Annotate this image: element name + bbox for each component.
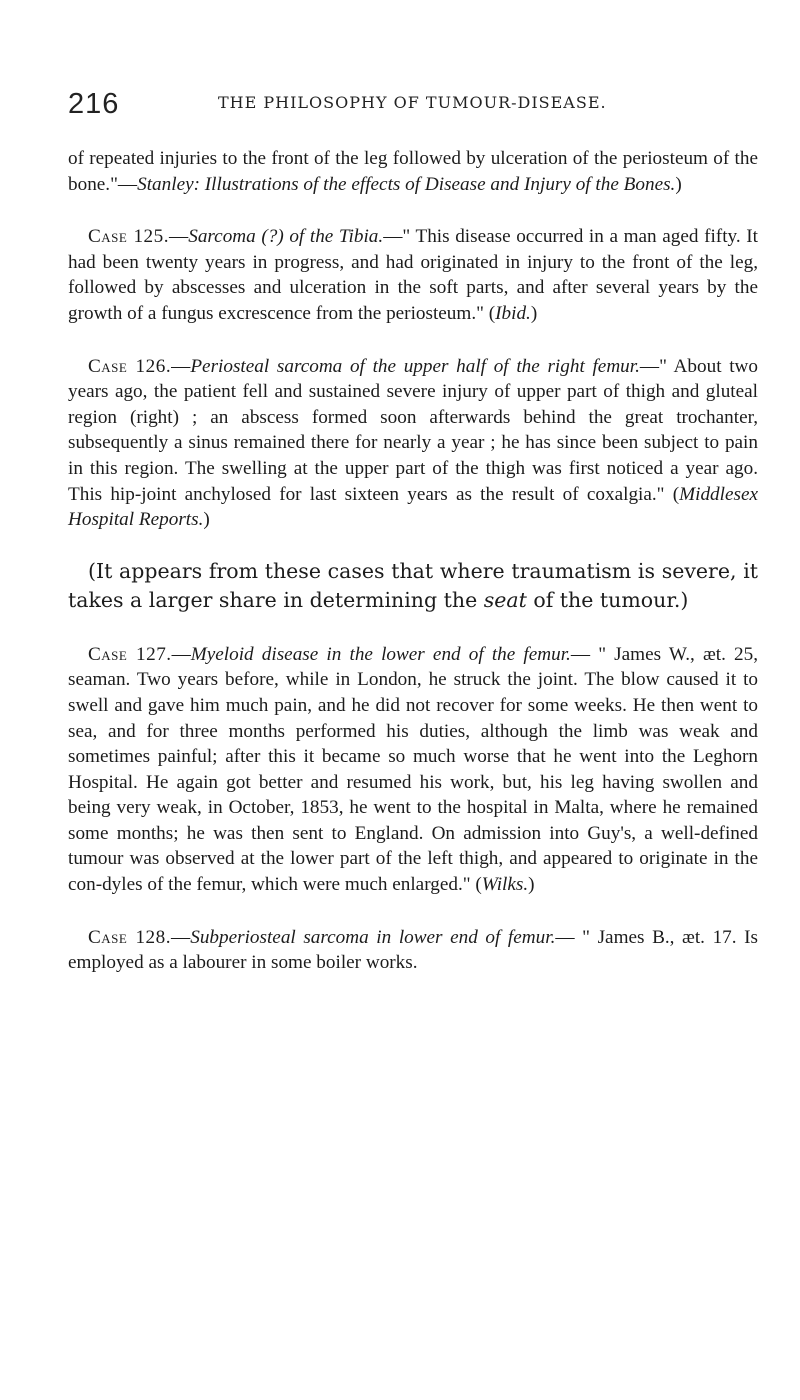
case-125-text: —" This disease occurred in a man aged fifty. It had been twenty years in progress, and had originated in injury to the front of the leg, followed by abscesses and ulceration in the soft parts, and after several years by the growth of a fungus excrescence from the periosteum." ( [68, 226, 758, 324]
case-126-label: Case 126. [88, 355, 172, 377]
intro-paragraph [68, 146, 758, 197]
running-title: THE PHILOSOPHY OF TUMOUR-DISEASE. [218, 93, 607, 112]
case-128-text: — " James B., æt. 17. Is employed as a labourer in some boiler works. [68, 926, 758, 974]
note-text-after: of the tumour.) [526, 587, 689, 612]
body-text [68, 146, 758, 976]
intro-text: of repeated injuries to the front of the leg followed by ulceration of the periosteum of the bone."— [68, 148, 758, 195]
case-127: Case 127.—Myeloid disease in the lower end of the femur.— " James W., æt. 25, seaman. Two years before, while in London, he struck the joint. The blow caused it to swell and gave him much pain, and he did not recover for some weeks. He then went to sea, and for three months performed his duties, although the limb was weak and sometimes painful; after this it became so much worse that he went into the Leghorn Hospital. He again got better and resumed his work, but, his leg having swollen and being very weak, in October, 1853, he went to the hospital in Malta, where he remained some months; he was then sent to England. On admission into Guy's, a well-defined tumour was observed at the lower part of the left thigh, and appeared to originate in the con-dyles of the femur, which were much enlarged." (Wilks.) [68, 643, 758, 896]
case-128-label: Case 128. [88, 926, 172, 948]
case-127-label: Case 127. [88, 643, 172, 665]
case-127-text: — " James W., æt. 25, seaman. Two years before, while in London, he struck the joint. The blow caused it to swell and gave him much pain, and he did not recover for some weeks. He then went to sea, and for three months performed his duties, although the limb was weak and sometimes painful; after this it became so much worse that he went into the Leghorn Hospital. He again got better and resumed his work, but, his leg having swollen and being very weak, in October, 1853, he went to the hospital in Malta, where he remained some months; he was then sent to England. On admission into Guy's, a well-defined tumour was observed at the lower part of the left thigh, and appeared to originate in the con-dyles of the femur, which were much enlarged." ( [68, 643, 758, 896]
case-125-close: ) [530, 302, 538, 324]
editorial-note [68, 557, 758, 615]
case-126-source: Middlesex Hospital Reports. [68, 483, 758, 531]
case-125-title: Sarcoma (?) of the Tibia. [188, 226, 384, 248]
case-125: Case 125.—Sarcoma (?) of the Tibia.—" This disease occurred in a man aged fifty. It had been twenty years in progress, and had originated in injury to the front of the leg, followed by abscesses and ulceration in the soft parts, and after several years by the growth of a fungus excrescence from the periosteum." (Ibid.) [68, 226, 758, 324]
note-text-before: (It appears from these cases that where traumatism is severe, it takes a larger share in determining the [68, 558, 758, 612]
case-126-close: ) [203, 509, 210, 531]
case-126: Case 126.—Periosteal sarcoma of the upper half of the right femur.—" About two years ago, the patient fell and sustained severe injury of upper part of thigh and gluteal region (right) ; an abscess formed soon afterwards behind the great trochanter, subsequently a sinus remained there for nearly a year ; he has since been subject to pain in this region. The swelling at the upper part of the thigh was first noticed a year ago. This hip-joint anchylosed for last sixteen years as the result of coxalgia." (Middlesex Hospital Reports.) [68, 355, 759, 531]
case-127-source: Wilks. [481, 874, 529, 896]
intro-close: ) [675, 173, 682, 195]
page-number: 216 [68, 88, 120, 120]
page-header [68, 86, 758, 122]
case-125-label: Case 125. [88, 226, 170, 248]
case-126-title: Periosteal sarcoma of the upper half of the right femur. [190, 355, 640, 377]
case-125-source: Ibid. [495, 302, 531, 324]
case-127-title: Myeloid disease in the lower end of the femur. [190, 643, 571, 665]
case-128-title: Subperiosteal sarcoma in lower end of femur. [190, 926, 556, 948]
case-127-close: ) [528, 874, 535, 896]
intro-citation: Stanley: Illustrations of the effects of Disease and Injury of the Bones. [137, 173, 676, 195]
case-128: Case 128.—Subperiosteal sarcoma in lower end of femur.— " James B., æt. 17. Is employed as a labourer in some boiler works. [68, 926, 758, 974]
case-126-text: —" About two years ago, the patient fell and sustained severe injury of upper part of thigh and gluteal region (right) ; an abscess formed soon afterwards behind the great trochanter, subsequently a sinus remained there for nearly a year ; he has since been subject to pain in this region. The swelling at the upper part of the thigh was first noticed a year ago. This hip-joint anchylosed for last sixteen years as the result of coxalgia." ( [68, 355, 759, 505]
note-emphasis: seat [483, 587, 527, 612]
